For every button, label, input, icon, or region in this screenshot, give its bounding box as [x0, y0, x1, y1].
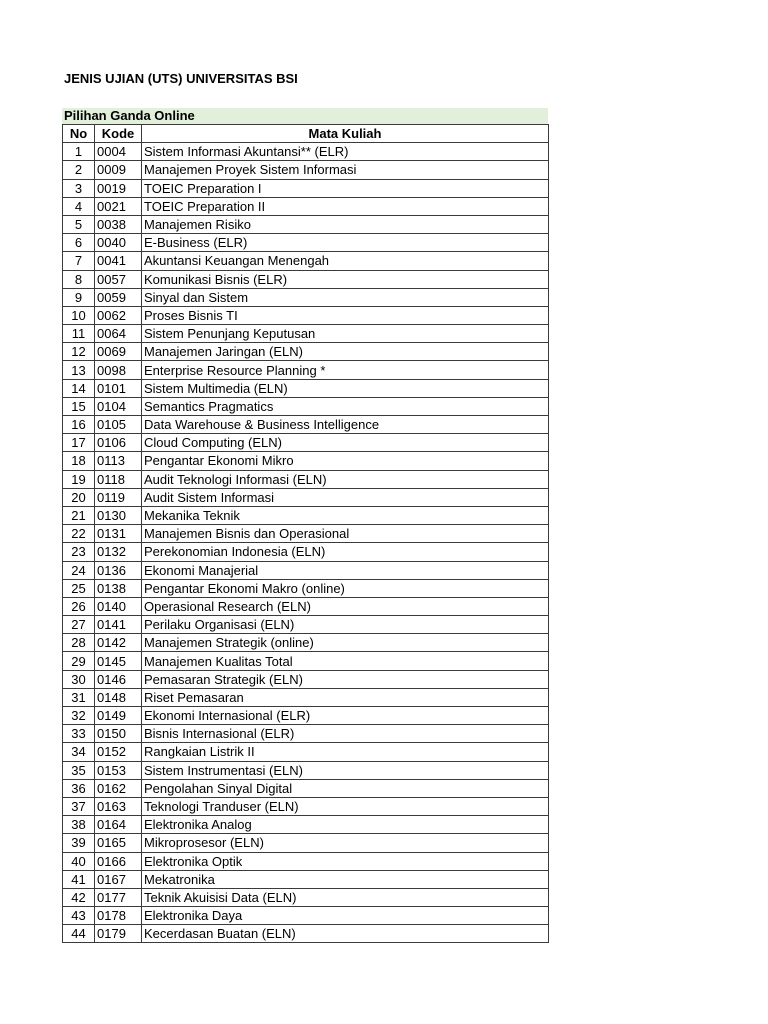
header-kode: Kode [95, 125, 142, 143]
row-number: 44 [63, 925, 95, 943]
course-code: 0167 [95, 870, 142, 888]
table-row [63, 488, 549, 506]
table-row [63, 179, 549, 197]
table-row [63, 925, 549, 943]
course-name: Sistem Multimedia (ELN) [142, 379, 549, 397]
table-row [63, 688, 549, 706]
row-number: 6 [63, 234, 95, 252]
course-name: Komunikasi Bisnis (ELR) [142, 270, 549, 288]
course-code: 0150 [95, 725, 142, 743]
course-name: Sistem Penunjang Keputusan [142, 325, 549, 343]
row-number: 24 [63, 561, 95, 579]
table-row [63, 707, 549, 725]
course-name: Audit Teknologi Informasi (ELN) [142, 470, 549, 488]
course-name: Sistem Instrumentasi (ELN) [142, 761, 549, 779]
course-name: Elektronika Analog [142, 816, 549, 834]
row-number: 42 [63, 888, 95, 906]
course-name: TOEIC Preparation II [142, 197, 549, 215]
table-row [63, 143, 549, 161]
course-name: Manajemen Strategik (online) [142, 634, 549, 652]
row-number: 21 [63, 506, 95, 524]
table-row [63, 907, 549, 925]
course-code: 0041 [95, 252, 142, 270]
course-code: 0009 [95, 161, 142, 179]
course-code: 0141 [95, 616, 142, 634]
course-name: Kecerdasan Buatan (ELN) [142, 925, 549, 943]
course-name: Manajemen Proyek Sistem Informasi [142, 161, 549, 179]
table-row [63, 306, 549, 324]
table-row [63, 797, 549, 815]
row-number: 38 [63, 816, 95, 834]
course-code: 0064 [95, 325, 142, 343]
row-number: 35 [63, 761, 95, 779]
row-number: 41 [63, 870, 95, 888]
row-number: 7 [63, 252, 95, 270]
table-row [63, 343, 549, 361]
course-name: Mekatronika [142, 870, 549, 888]
row-number: 5 [63, 215, 95, 233]
course-code: 0153 [95, 761, 142, 779]
table-row [63, 579, 549, 597]
course-name: Data Warehouse & Business Intelligence [142, 416, 549, 434]
course-code: 0119 [95, 488, 142, 506]
table-row [63, 852, 549, 870]
course-code: 0138 [95, 579, 142, 597]
course-code: 0021 [95, 197, 142, 215]
course-code: 0130 [95, 506, 142, 524]
course-code: 0004 [95, 143, 142, 161]
course-code: 0152 [95, 743, 142, 761]
course-name: Perilaku Organisasi (ELN) [142, 616, 549, 634]
course-name: Audit Sistem Informasi [142, 488, 549, 506]
course-name: Sistem Informasi Akuntansi** (ELR) [142, 143, 549, 161]
course-code: 0104 [95, 397, 142, 415]
course-name: Ekonomi Internasional (ELR) [142, 707, 549, 725]
row-number: 8 [63, 270, 95, 288]
row-number: 4 [63, 197, 95, 215]
course-name: Cloud Computing (ELN) [142, 434, 549, 452]
course-code: 0162 [95, 779, 142, 797]
course-name: Teknik Akuisisi Data (ELN) [142, 888, 549, 906]
course-name: Perekonomian Indonesia (ELN) [142, 543, 549, 561]
row-number: 14 [63, 379, 95, 397]
row-number: 33 [63, 725, 95, 743]
table-row [63, 416, 549, 434]
course-code: 0163 [95, 797, 142, 815]
course-code: 0178 [95, 907, 142, 925]
document-title: JENIS UJIAN (UTS) UNIVERSITAS BSI [64, 71, 298, 86]
row-number: 23 [63, 543, 95, 561]
row-number: 25 [63, 579, 95, 597]
table-row [63, 743, 549, 761]
course-code: 0057 [95, 270, 142, 288]
course-code: 0165 [95, 834, 142, 852]
table-body [63, 143, 549, 943]
table-row [63, 543, 549, 561]
row-number: 17 [63, 434, 95, 452]
row-number: 16 [63, 416, 95, 434]
course-name: Ekonomi Manajerial [142, 561, 549, 579]
table-row [63, 616, 549, 634]
course-code: 0140 [95, 597, 142, 615]
course-code: 0118 [95, 470, 142, 488]
course-name: Teknologi Tranduser (ELN) [142, 797, 549, 815]
course-code: 0101 [95, 379, 142, 397]
course-code: 0105 [95, 416, 142, 434]
table-row [63, 506, 549, 524]
row-number: 27 [63, 616, 95, 634]
course-code: 0098 [95, 361, 142, 379]
course-name: Elektronika Daya [142, 907, 549, 925]
table-row [63, 725, 549, 743]
course-code: 0179 [95, 925, 142, 943]
course-name: Operasional Research (ELN) [142, 597, 549, 615]
row-number: 43 [63, 907, 95, 925]
row-number: 3 [63, 179, 95, 197]
course-code: 0136 [95, 561, 142, 579]
row-number: 13 [63, 361, 95, 379]
course-code: 0146 [95, 670, 142, 688]
table-row [63, 361, 549, 379]
table-row [63, 816, 549, 834]
table-row [63, 470, 549, 488]
course-name: Enterprise Resource Planning * [142, 361, 549, 379]
table-row [63, 252, 549, 270]
row-number: 28 [63, 634, 95, 652]
row-number: 2 [63, 161, 95, 179]
course-name: Pengantar Ekonomi Mikro [142, 452, 549, 470]
row-number: 37 [63, 797, 95, 815]
table-row [63, 325, 549, 343]
course-name: Bisnis Internasional (ELR) [142, 725, 549, 743]
course-code: 0069 [95, 343, 142, 361]
course-name: E-Business (ELR) [142, 234, 549, 252]
row-number: 26 [63, 597, 95, 615]
table-row [63, 561, 549, 579]
table-row [63, 597, 549, 615]
course-name: Mekanika Teknik [142, 506, 549, 524]
course-name: Manajemen Risiko [142, 215, 549, 233]
table-header-row [63, 125, 549, 143]
course-code: 0019 [95, 179, 142, 197]
row-number: 22 [63, 525, 95, 543]
table-row [63, 288, 549, 306]
section-label: Pilihan Ganda Online [64, 108, 195, 123]
course-name: Elektronika Optik [142, 852, 549, 870]
section-header-band [62, 108, 548, 124]
table-row [63, 634, 549, 652]
table-row [63, 197, 549, 215]
course-name: Pengolahan Sinyal Digital [142, 779, 549, 797]
row-number: 30 [63, 670, 95, 688]
row-number: 19 [63, 470, 95, 488]
table-row [63, 161, 549, 179]
course-code: 0142 [95, 634, 142, 652]
row-number: 29 [63, 652, 95, 670]
table-row [63, 234, 549, 252]
row-number: 15 [63, 397, 95, 415]
course-name: Semantics Pragmatics [142, 397, 549, 415]
course-code: 0132 [95, 543, 142, 561]
course-code: 0166 [95, 852, 142, 870]
table-row [63, 452, 549, 470]
table-row [63, 379, 549, 397]
table-row [63, 525, 549, 543]
course-name: Riset Pemasaran [142, 688, 549, 706]
header-no: No [63, 125, 95, 143]
table-row [63, 270, 549, 288]
table-row [63, 670, 549, 688]
row-number: 12 [63, 343, 95, 361]
course-name: TOEIC Preparation I [142, 179, 549, 197]
table-row [63, 834, 549, 852]
row-number: 39 [63, 834, 95, 852]
course-name: Pengantar Ekonomi Makro (online) [142, 579, 549, 597]
course-name: Rangkaian Listrik II [142, 743, 549, 761]
course-name: Pemasaran Strategik (ELN) [142, 670, 549, 688]
table-row [63, 779, 549, 797]
course-code: 0131 [95, 525, 142, 543]
course-name: Manajemen Kualitas Total [142, 652, 549, 670]
course-name: Manajemen Jaringan (ELN) [142, 343, 549, 361]
course-name: Manajemen Bisnis dan Operasional [142, 525, 549, 543]
course-code: 0059 [95, 288, 142, 306]
row-number: 11 [63, 325, 95, 343]
table-row [63, 397, 549, 415]
row-number: 9 [63, 288, 95, 306]
row-number: 31 [63, 688, 95, 706]
row-number: 10 [63, 306, 95, 324]
course-code: 0062 [95, 306, 142, 324]
course-name: Akuntansi Keuangan Menengah [142, 252, 549, 270]
course-code: 0113 [95, 452, 142, 470]
course-code: 0040 [95, 234, 142, 252]
row-number: 1 [63, 143, 95, 161]
row-number: 34 [63, 743, 95, 761]
table-row [63, 215, 549, 233]
course-code: 0038 [95, 215, 142, 233]
course-code: 0145 [95, 652, 142, 670]
row-number: 40 [63, 852, 95, 870]
course-code: 0177 [95, 888, 142, 906]
row-number: 20 [63, 488, 95, 506]
table-row [63, 434, 549, 452]
course-code: 0149 [95, 707, 142, 725]
course-name: Sinyal dan Sistem [142, 288, 549, 306]
course-table [62, 124, 549, 943]
row-number: 32 [63, 707, 95, 725]
course-name: Mikroprosesor (ELN) [142, 834, 549, 852]
table-row [63, 761, 549, 779]
course-code: 0148 [95, 688, 142, 706]
row-number: 36 [63, 779, 95, 797]
row-number: 18 [63, 452, 95, 470]
course-code: 0164 [95, 816, 142, 834]
course-name: Proses Bisnis TI [142, 306, 549, 324]
header-mata-kuliah: Mata Kuliah [142, 125, 549, 143]
table-row [63, 652, 549, 670]
table-row [63, 888, 549, 906]
course-code: 0106 [95, 434, 142, 452]
table-row [63, 870, 549, 888]
